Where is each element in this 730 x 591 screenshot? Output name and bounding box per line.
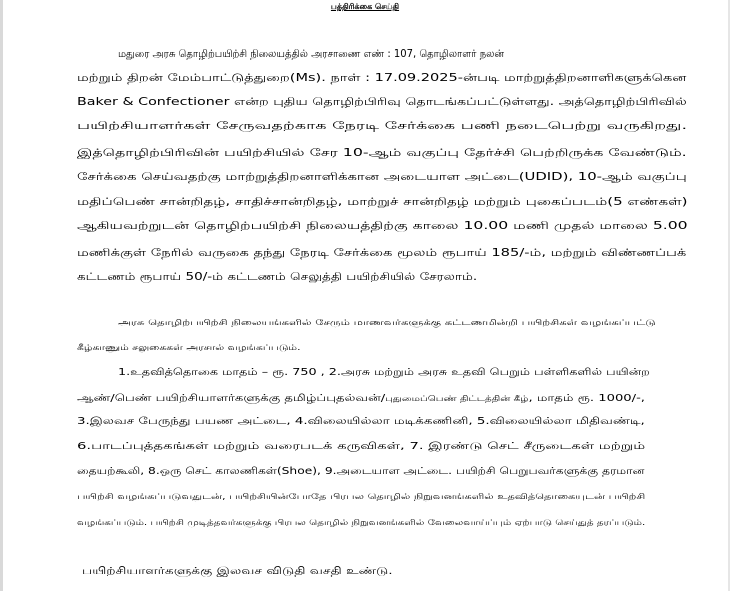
paragraph-line: இத்தொழிற்பிரிவின் பயிற்சியில் சேர 10-ஆம் வகுப்பு தேர்ச்சி பெற்றிருக்க வேண்டும். (77, 147, 687, 159)
scheme-note: புதுமைப்பெண் திட்டத்தின் கீழ் (385, 394, 529, 403)
paragraph-line: ஆகியவற்றுடன் தொழிற்பயிற்சி நிலையத்திற்கு காலை 10.00 மணி முதல் மாலை 5.00 (77, 220, 688, 232)
scheme-amount: , மாதம் ரூ. 1000/-, (528, 393, 645, 404)
paragraph-line: தையற்கூலி, 8.ஒரு செட் காலணிகள்(Shoe), 9.அடையாள அட்டை. பயிற்சி பெறுபவர்களுக்கு தரமான (77, 466, 645, 477)
paragraph-line: சேர்க்கை செய்வதற்கு மாற்றுத்திறனாளிக்கான அடையாள அட்டை(UDID), 10-ஆம் வகுப்பு (77, 171, 687, 183)
paragraph-line: கீழ்காணும் சலுகைகள் அரசால் வழங்கப்படும். (77, 343, 301, 352)
paragraph-line: அரசு தொழிற்பயிற்சி நிலையங்களில் சேரும் மாணவர்களுக்கு கட்டணமின்றி பயிற்சிகள் வழங்கப்பட்டு (118, 318, 656, 327)
paragraph-line: 3.இலவச பேருந்து பயண அட்டை, 4.விலையில்லா மடிக்கணினி, 5.விலையில்லா மிதிவண்டி, (77, 416, 645, 427)
paragraph-line-scheme (77, 393, 645, 405)
paragraph-line: மதிப்பெண் சான்றிதழ், சாதிச்சான்றிதழ், மாற்றுச் சான்றிதழ் மற்றும் புகைப்படம்(5 எண்கள்) (77, 196, 688, 208)
paragraph-hostel-facility: பயிற்சியாளர்களுக்கு இலவச விடுதி வசதி உண்டு. (82, 566, 393, 577)
paragraph-line: பயிற்சி வழங்கப்படுவதுடன், பயிற்சியின்போதே பிரபல தொழில் நிறுவனங்களில் உதவித்தொகையுடன் பயிற்சி (77, 492, 646, 501)
paragraph-line: 6.பாடப்புத்தகங்கள் மற்றும் வரைபடக் கருவிகள், 7. இரண்டு செட் சீருடைகள் மற்றும் (77, 441, 646, 452)
scheme-text: ஆண்/பெண் பயிற்சியாளர்களுக்கு தமிழ்ப்புதல்வன்/ (77, 393, 386, 404)
press-release-heading: பத்திரிக்கை செய்தி (330, 2, 400, 11)
paragraph-line: மணிக்குள் நேரில் வருகை தந்து நேரடி சேர்க்கை மூலம் ரூபாய் 185/-ம், மற்றும் விண்ணப்பக் (77, 247, 687, 259)
paragraph-line: Baker & Confectioner என்ற புதிய தொழிற்பிரிவு தொடங்கப்பட்டுள்ளது. அத்தொழிற்பிரிவில் (77, 96, 687, 108)
paragraph-line: 1.உதவித்தொகை மாதம் – ரூ. 750 , 2.அரசு மற்றும் அரசு உதவி பெறும் பள்ளிகளில் பயின்ற (118, 367, 650, 378)
paragraph-line: மதுரை அரசு தொழிற்பயிற்சி நிலையத்தில் அரசாணை எண் : 107, தொழிலாளர் நலன் (118, 48, 505, 60)
paragraph-line: கட்டணம் ரூபாய் 50/-ம் கட்டணம் செலுத்தி பயிற்சியில் சேரலாம். (77, 271, 478, 283)
paragraph-line: பயிற்சியாளர்கள் சேருவதற்காக நேரடி சேர்க்கை பணி நடைபெற்று வருகிறது. (77, 120, 688, 132)
paragraph-line: வழங்கப்படும். பயிற்சி முடித்தவர்களுக்கு பிரபல தொழில் நிறுவனங்களில் வேலைவாய்ப்பும் ஏற்பாடு செய்துத் தரப்படும். (77, 518, 646, 527)
page-edge-left (0, 0, 3, 591)
paragraph-line: மற்றும் திறன் மேம்பாட்டுத்துறை(Ms). நாள் : 17.09.2025-ன்படி மாற்றுத்திறனாளிகளுக்கென (77, 72, 687, 84)
